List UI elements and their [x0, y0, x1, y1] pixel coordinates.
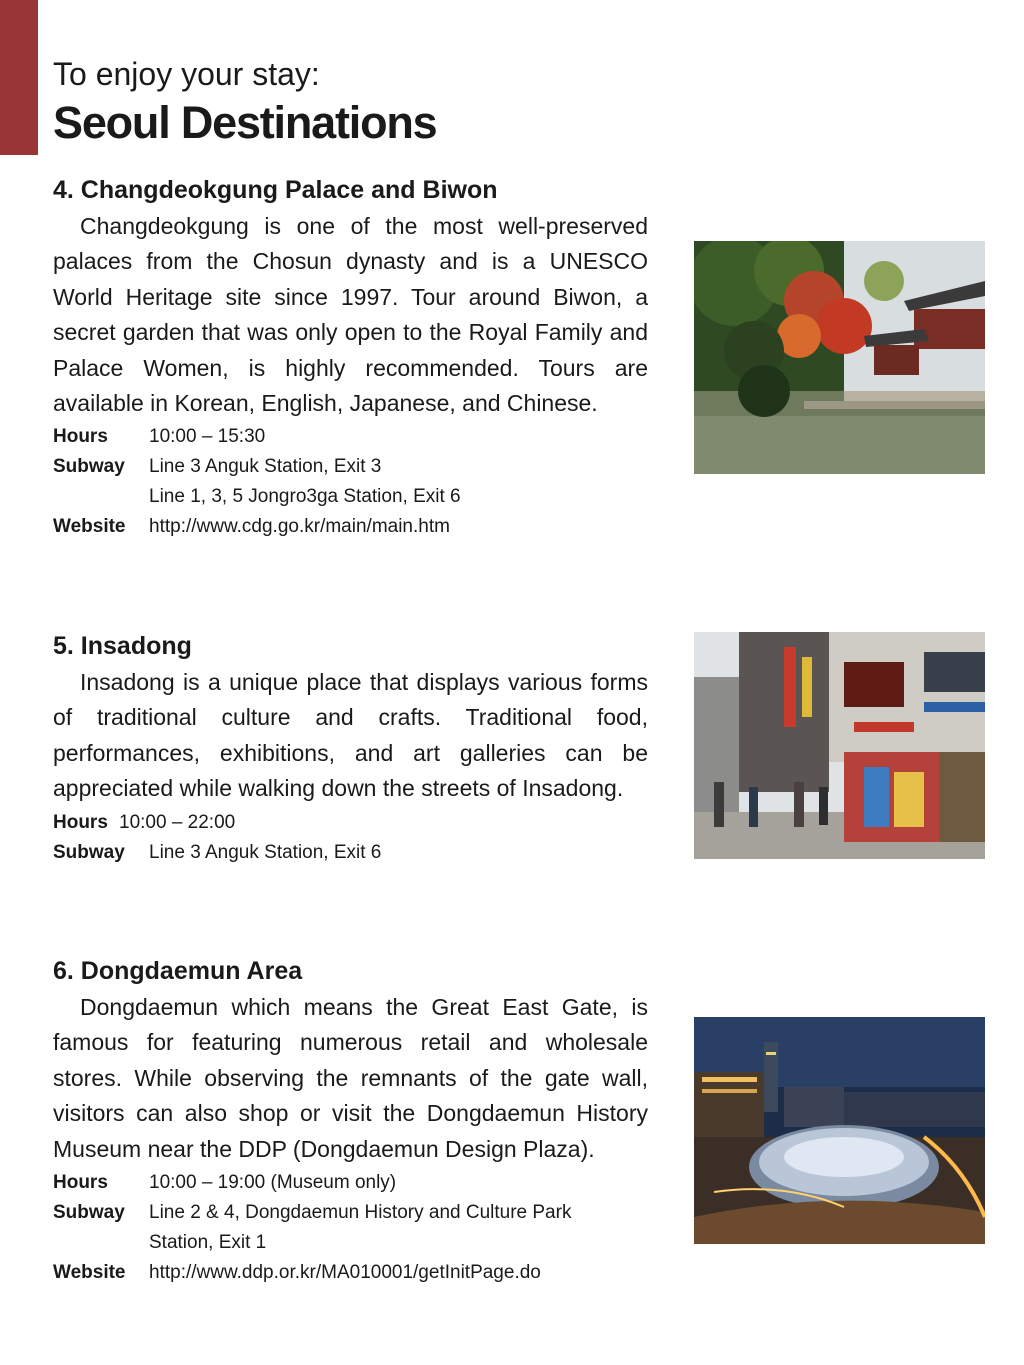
subway-row-continued	[53, 1228, 648, 1258]
section-description: Dongdaemun which means the Great East Gate, is famous for featuring numerous retail and wholesale stores. While observing the remnants of the gate wall, visitors can also shop or visit the Dongdaemun History Museum near the DDP (Dongdaemun Design Plaza).	[53, 994, 648, 1162]
website-row	[53, 1258, 648, 1288]
subway-label: Subway	[53, 456, 125, 478]
website-label: Website	[53, 516, 126, 538]
subway-row	[53, 838, 648, 868]
section-description: Insadong is a unique place that displays various forms of traditional culture and crafts. Traditional food, performances, exhibitions, and art galleries can be appreciated while walking down the streets of Insadong.	[53, 669, 648, 802]
hours-value: 10:00 – 19:00 (Museum only)	[149, 1172, 397, 1194]
subway-label: Subway	[53, 841, 125, 863]
section-heading: 5. Insadong	[53, 632, 192, 660]
section-description: Changdeokgung is one of the most well-preserved palaces from the Chosun dynasty and is a UNESCO World Heritage site since 1997. Tour around Biwon, a secret garden that was only open to the Royal Family and Palace Women, is highly recommended. Tours are available in Korean, English, Japanese, and Chinese.	[53, 213, 648, 417]
insadong-photo	[694, 632, 985, 859]
hours-label: Hours	[53, 426, 108, 448]
hours-label: Hours	[53, 1172, 108, 1194]
subway-value: Line 1, 3, 5 Jongro3ga Station, Exit 6	[149, 486, 461, 508]
hours-row	[53, 1168, 648, 1198]
section-changdeokgung	[53, 172, 648, 542]
hours-row	[53, 422, 648, 452]
section-insadong	[53, 628, 648, 868]
website-link[interactable]: http://www.cdg.go.kr/main/main.htm	[149, 516, 450, 538]
hours-row	[53, 808, 648, 838]
section-heading: 4. Changdeokgung Palace and Biwon	[53, 176, 498, 204]
page-title: Seoul Destinations	[53, 97, 437, 148]
subway-value: Station, Exit 1	[149, 1232, 267, 1254]
subway-row-continued	[53, 482, 648, 512]
subway-row	[53, 452, 648, 482]
palace-photo	[694, 241, 985, 474]
hours-label: Hours	[53, 811, 108, 833]
hours-value: 10:00 – 22:00	[119, 811, 236, 833]
subway-label: Subway	[53, 1202, 125, 1224]
subway-value: Line 3 Anguk Station, Exit 3	[149, 456, 382, 478]
website-row	[53, 512, 648, 542]
accent-bar	[0, 0, 38, 155]
hours-value: 10:00 – 15:30	[149, 426, 266, 448]
section-heading: 6. Dongdaemun Area	[53, 957, 303, 985]
ddp-photo	[694, 1017, 985, 1244]
subway-value: Line 3 Anguk Station, Exit 6	[149, 841, 382, 863]
website-label: Website	[53, 1262, 126, 1284]
subway-row	[53, 1198, 648, 1228]
website-link[interactable]: http://www.ddp.or.kr/MA010001/getInitPage.do	[149, 1262, 541, 1284]
subway-value: Line 2 & 4, Dongdaemun History and Culture Park	[149, 1202, 572, 1224]
section-dongdaemun	[53, 953, 648, 1288]
page-subtitle: To enjoy your stay:	[53, 56, 320, 92]
